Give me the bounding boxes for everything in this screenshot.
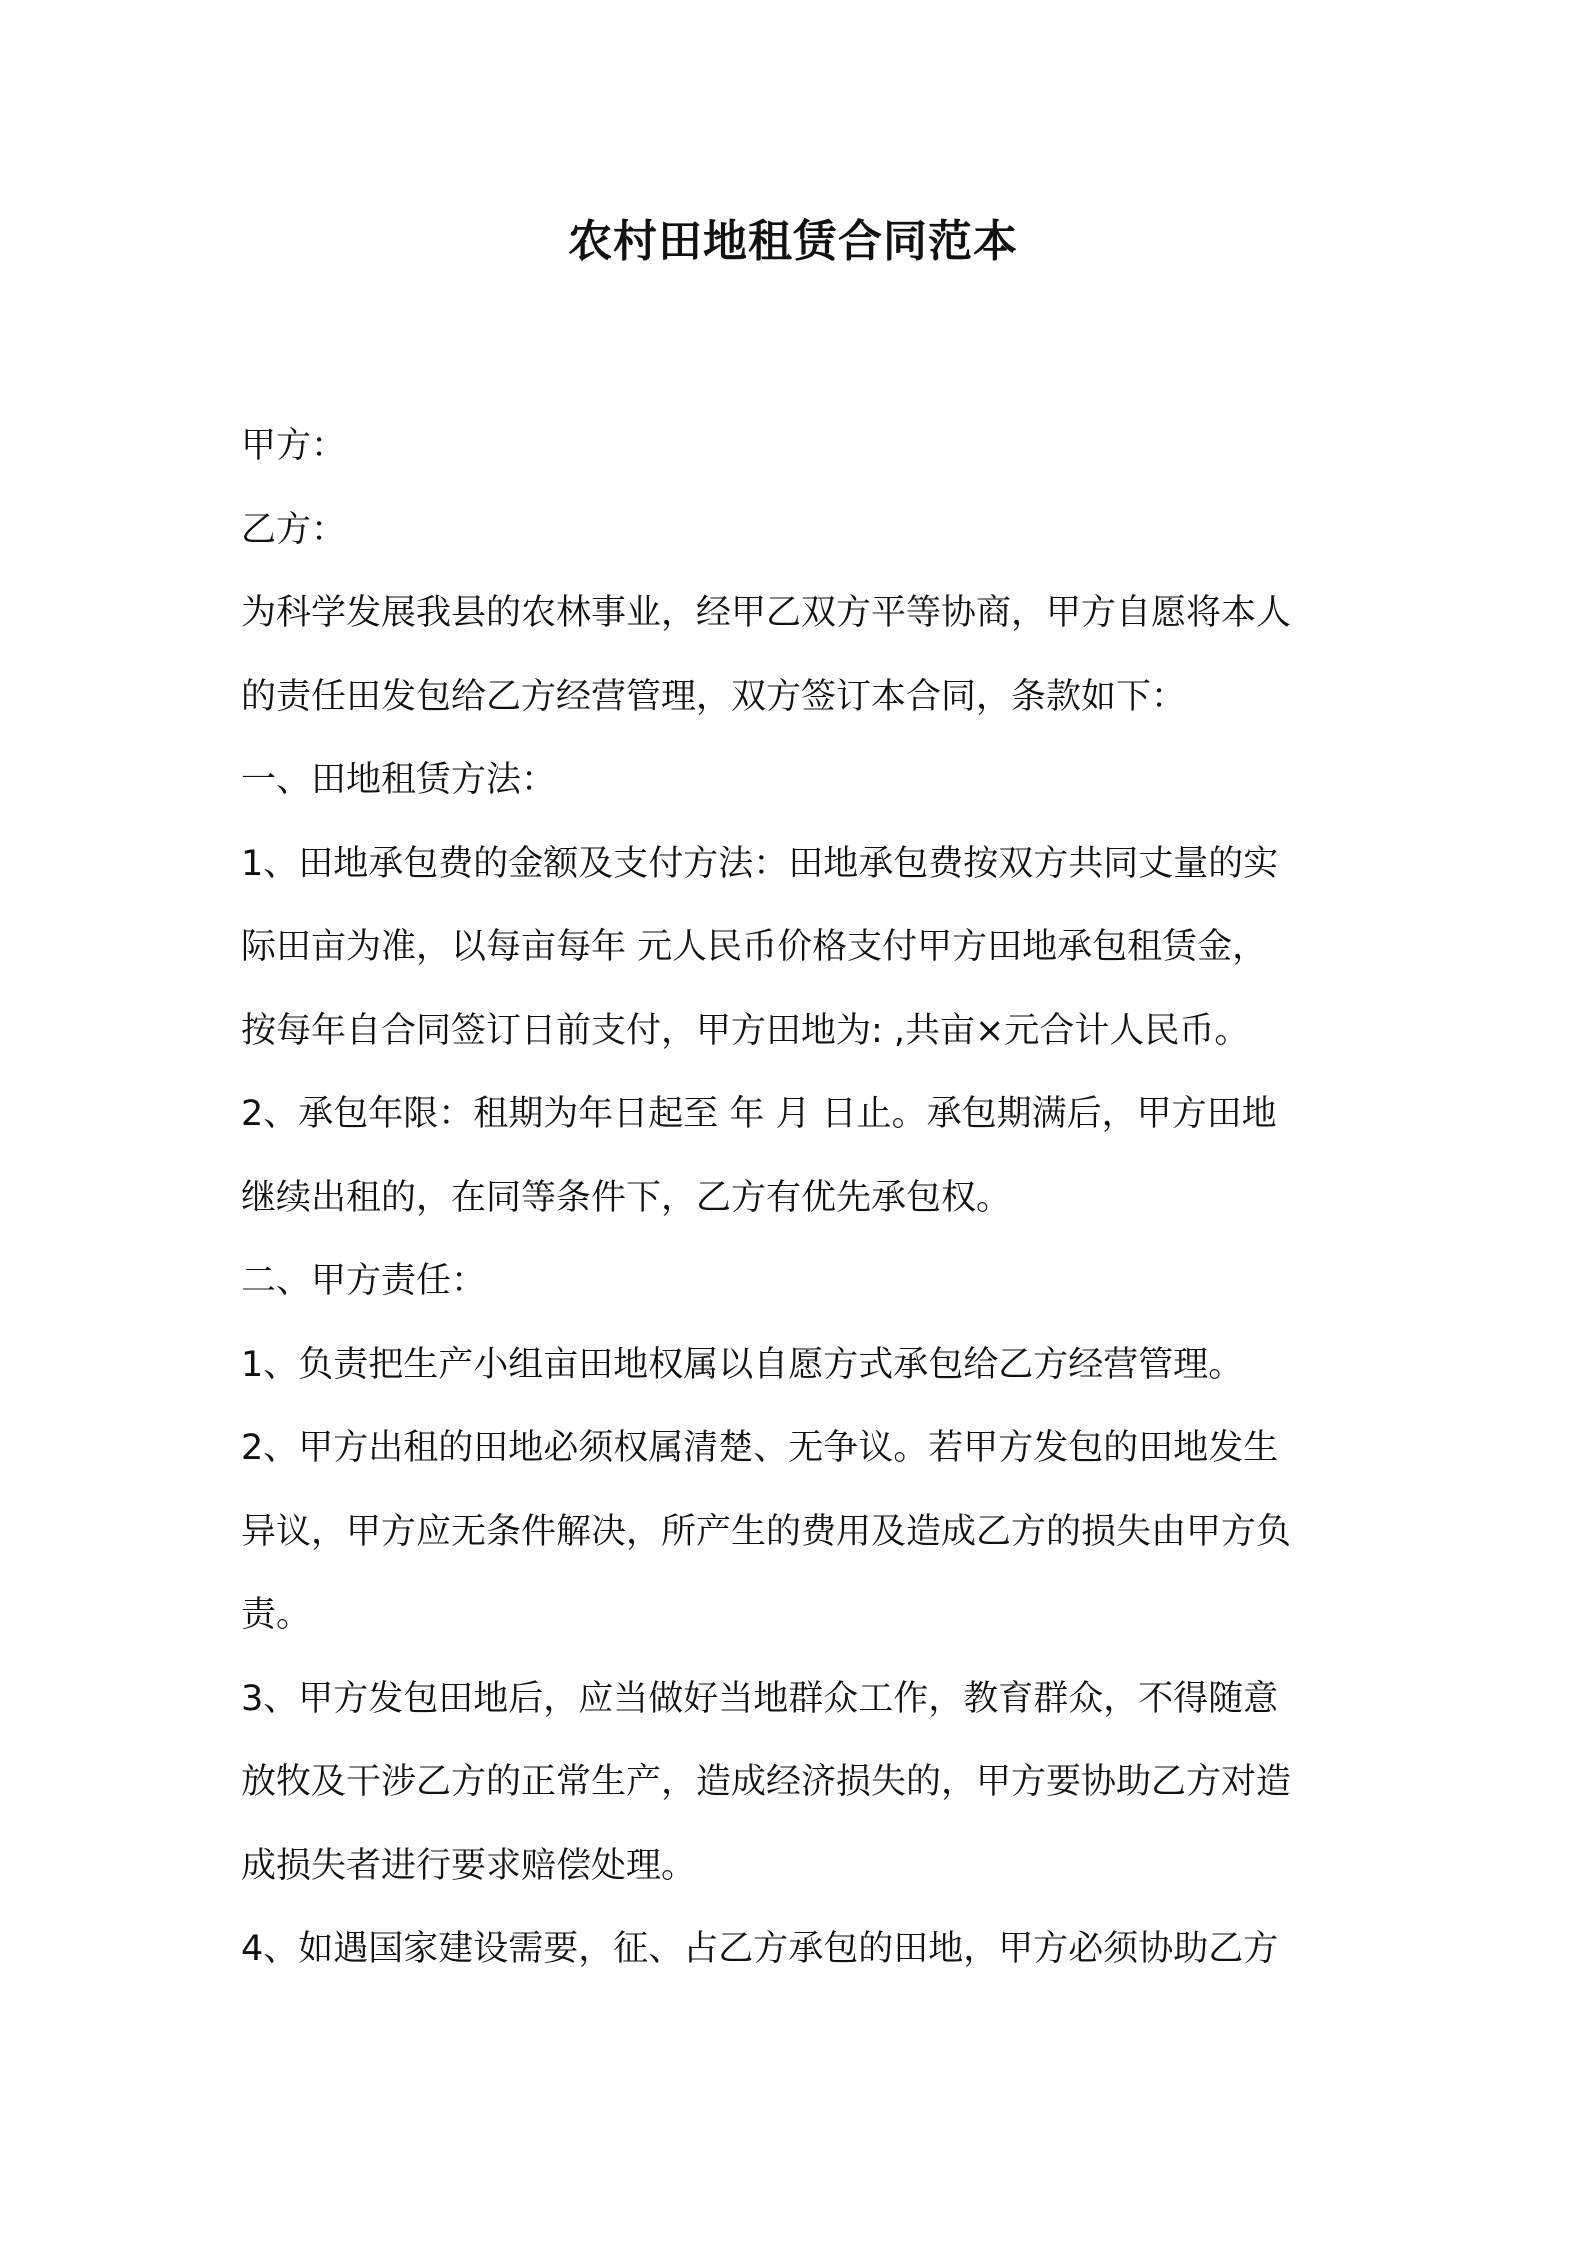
clause-line: 4、如遇国家建设需要，征、占乙方承包的田地，甲方必须协助乙方 bbox=[241, 1929, 1279, 1969]
preamble-line: 的责任田发包给乙方经营管理，双方签订本合同，条款如下： bbox=[241, 676, 1187, 717]
clause-line: 按每年自合同签订日前支付，甲方田地为: ,共亩×元合计人民币。 bbox=[241, 1010, 1250, 1051]
document-title: 农村田地租赁合同范本 bbox=[568, 216, 1018, 267]
clause-line: 1、负责把生产小组亩田地权属以自愿方式承包给乙方经营管理。 bbox=[241, 1344, 1244, 1385]
section-heading: 一、田地租赁方法： bbox=[241, 760, 557, 800]
party-b-line: 乙方： bbox=[241, 509, 347, 550]
preamble-line: 为科学发展我县的农林事业，经甲乙双方平等协商，甲方自愿将本人 bbox=[241, 593, 1292, 633]
clause-line: 放牧及干涉乙方的正常生产，造成经济损失的，甲方要协助乙方对造 bbox=[241, 1762, 1292, 1802]
clause-line: 2、甲方出租的田地必须权属清楚、无争议。若甲方发包的田地发生 bbox=[241, 1428, 1279, 1468]
clause-line: 责。 bbox=[241, 1595, 312, 1635]
clause-line: 1、田地承包费的金额及支付方法：田地承包费按双方共同丈量的实 bbox=[241, 843, 1279, 884]
section-heading: 二、甲方责任： bbox=[241, 1261, 487, 1301]
document-body bbox=[241, 405, 1361, 1992]
clause-line: 异议，甲方应无条件解决，所产生的费用及造成乙方的损失由甲方负 bbox=[241, 1511, 1292, 1552]
party-a-line: 甲方： bbox=[241, 426, 347, 466]
clause-line: 3、甲方发包田地后，应当做好当地群众工作，教育群众，不得随意 bbox=[241, 1678, 1279, 1719]
clause-line: 际田亩为准，以每亩每年 元人民币价格支付甲方田地承包租赁金， bbox=[241, 927, 1268, 967]
clause-line: 继续出租的，在同等条件下，乙方有优先承包权。 bbox=[241, 1177, 1012, 1218]
clause-line: 成损失者进行要求赔偿处理。 bbox=[241, 1845, 697, 1886]
clause-line: 2、承包年限：租期为年日起至 年 月 日止。承包期满后，甲方田地 bbox=[241, 1094, 1277, 1134]
